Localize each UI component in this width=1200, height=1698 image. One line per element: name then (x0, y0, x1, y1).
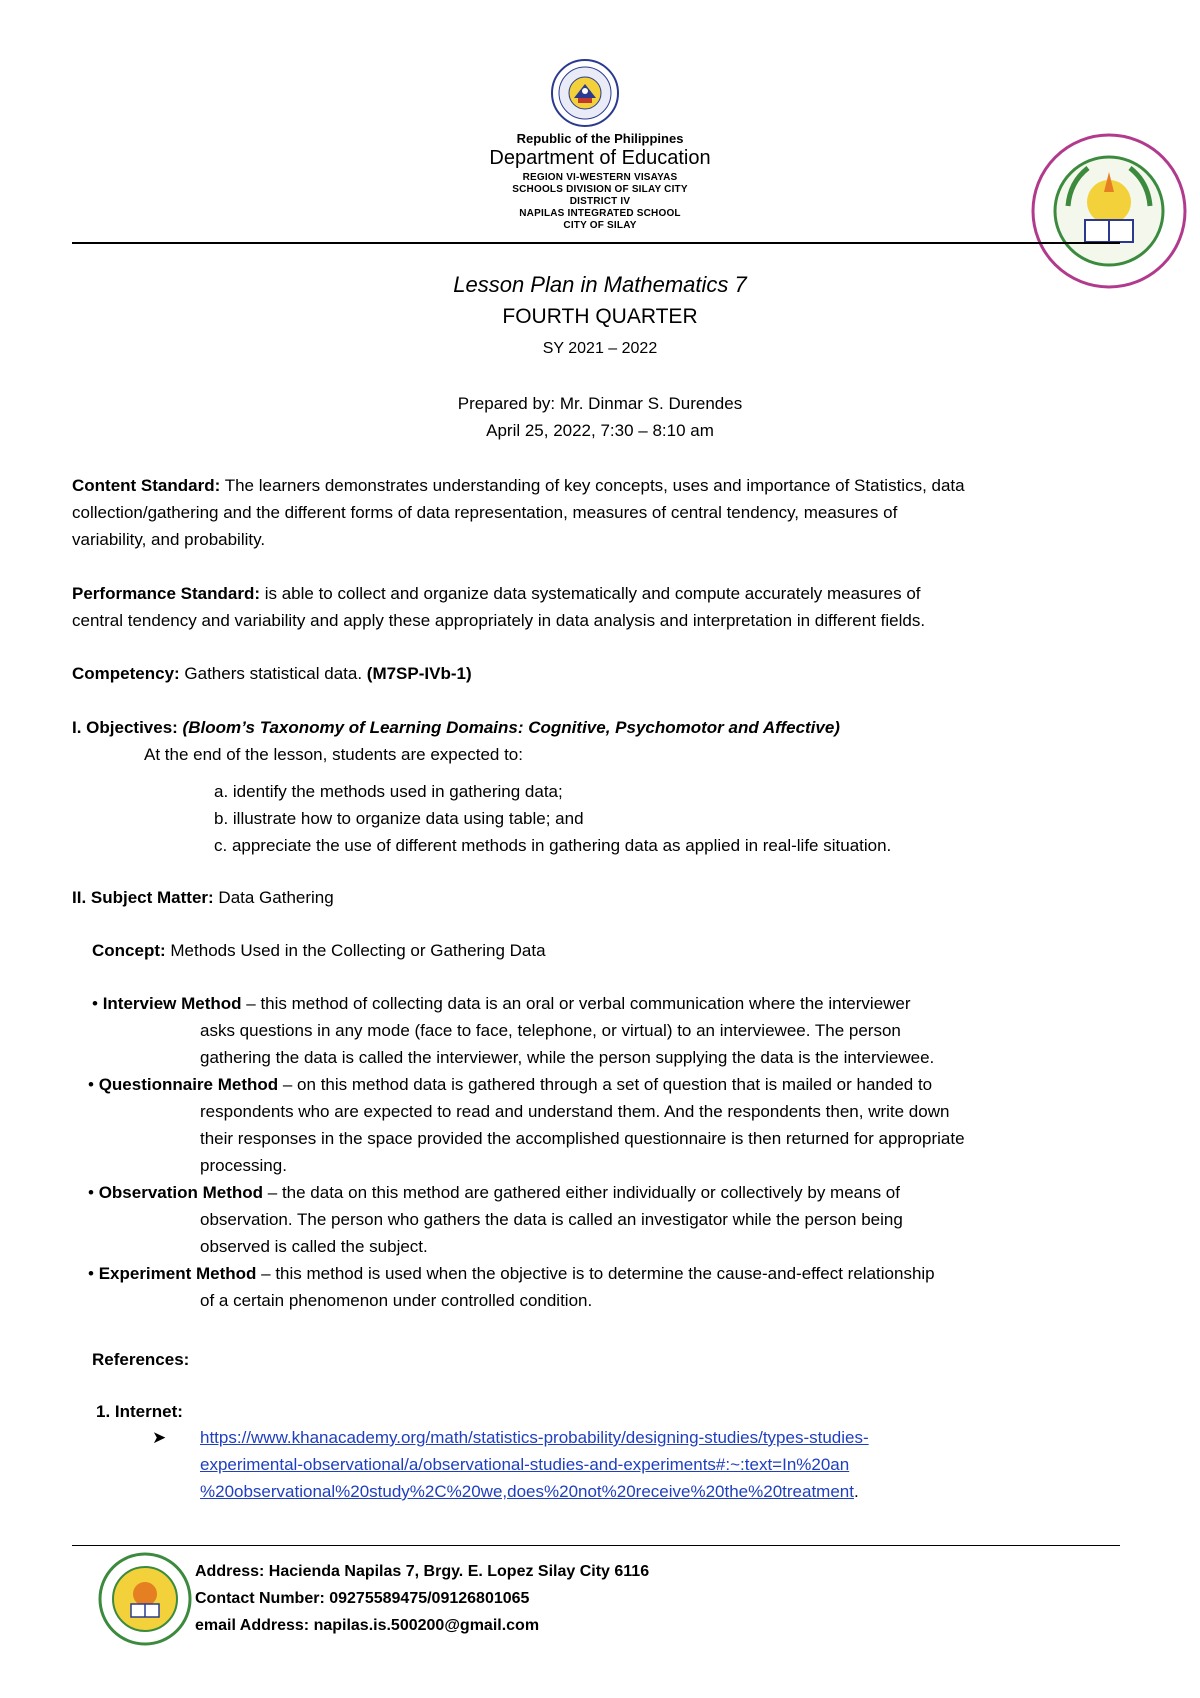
department-text: Department of Education (489, 147, 711, 169)
reference-link[interactable]: experimental-observational/a/observational-studies-and-experiments#:~:text=In%20an (200, 1455, 850, 1474)
method-name: Observation Method (98, 1183, 264, 1202)
footer-contact (195, 1558, 649, 1639)
header-rule (72, 242, 1120, 244)
method-line: asks questions in any mode (face to face, telephone, or virtual) to an interviewee. The person (200, 1021, 901, 1040)
content-standard-line: The learners demonstrates understanding of key concepts, uses and importance of Statistics, data (220, 476, 965, 495)
objectives-taxonomy: (Bloom’s Taxonomy of Learning Domains: Cognitive, Psychomotor and Affective) (177, 718, 840, 737)
objectives-label: I. Objectives: (72, 718, 178, 737)
method-line: gathering the data is called the interviewer, while the person supplying the data is the interviewee. (200, 1048, 935, 1067)
footer-phone: Contact Number: 09275589475/09126801065 (195, 1590, 530, 1607)
deped-seal (550, 58, 620, 128)
lesson-title: Lesson Plan in Mathematics 7 (453, 272, 747, 297)
content-standard-line: variability, and probability. (72, 530, 266, 549)
competency-label: Competency: (72, 664, 180, 683)
objectives (72, 714, 1132, 768)
content-standard (72, 472, 1132, 553)
republic-text: Republic of the Philippines (516, 131, 684, 146)
performance-standard-line: central tendency and variability and apply these appropriately in data analysis and interpretation in different fields. (72, 611, 926, 630)
references-item-label: 1. Internet: (96, 1402, 183, 1421)
division-text: SCHOOLS DIVISION OF SILAY CITY (512, 184, 688, 195)
list-item (92, 990, 1152, 1071)
concept (92, 937, 1132, 964)
performance-standard-line: is able to collect and organize data systematically and compute accurately measures of (260, 584, 921, 603)
method-name: Experiment Method (98, 1264, 257, 1283)
objectives-intro: At the end of the lesson, students are expected to: (144, 745, 523, 764)
concept-text: Methods Used in the Collecting or Gathering Data (165, 941, 546, 960)
competency-text: Gathers statistical data. (179, 664, 367, 683)
references-item (96, 1398, 1156, 1425)
list-item: c. appreciate the use of different methods in gathering data as applied in real-life situation. (214, 836, 892, 855)
school-year: SY 2021 – 2022 (542, 340, 658, 357)
list-item (88, 1071, 1152, 1179)
method-name: Questionnaire Method (98, 1075, 279, 1094)
method-line: – the data on this method are gathered either individually or collectively by means of (263, 1183, 900, 1202)
quarter-title: FOURTH QUARTER (502, 305, 698, 328)
list-item: b. illustrate how to organize data using table; and (214, 809, 584, 828)
objectives-list (214, 778, 1174, 859)
list-item (88, 1179, 1152, 1260)
method-line: observation. The person who gathers the data is called an investigator while the person being (200, 1210, 903, 1229)
subject-matter (72, 884, 1132, 911)
list-item (88, 1260, 1152, 1314)
competency-code: (M7SP-IVb-1) (366, 664, 472, 683)
city-text: CITY OF SILAY (563, 220, 637, 231)
method-line: respondents who are expected to read and understand them. And the respondents then, write down (200, 1102, 950, 1121)
bullet-icon: • (88, 1075, 99, 1094)
footer-email: email Address: napilas.is.500200@gmail.com (195, 1617, 540, 1634)
bullet-icon: • (88, 1183, 99, 1202)
method-line: – on this method data is gathered through a set of question that is mailed or handed to (278, 1075, 933, 1094)
method-line: – this method of collecting data is an oral or verbal communication where the interviewer (241, 994, 911, 1013)
subject-matter-text: Data Gathering (213, 888, 334, 907)
school-seal (1030, 132, 1188, 290)
competency (72, 660, 1132, 687)
method-line: processing. (200, 1156, 287, 1175)
method-line: – this method is used when the objective is to determine the cause-and-effect relationship (256, 1264, 935, 1283)
performance-standard (72, 580, 1132, 634)
lesson-date: April 25, 2022, 7:30 – 8:10 am (486, 421, 714, 440)
list-item: a. identify the methods used in gathering data; (214, 782, 563, 801)
reference-link[interactable]: %20observational%20study%2C%20we,does%20not%20receive%20the%20treatment (200, 1482, 854, 1501)
methods-list (88, 990, 1152, 1314)
district-text: DISTRICT IV (569, 196, 631, 207)
footer-rule (72, 1545, 1120, 1546)
school-text: NAPILAS INTEGRATED SCHOOL (519, 208, 681, 219)
prepared-by: Prepared by: Mr. Dinmar S. Durendes (457, 394, 743, 413)
performance-standard-label: Performance Standard: (72, 584, 260, 603)
method-name: Interview Method (102, 994, 242, 1013)
bullet-icon: • (88, 1264, 99, 1283)
region-text: REGION VI-WESTERN VISAYAS (522, 172, 678, 183)
arrow-bullet-icon: ➤ (152, 1428, 167, 1447)
method-line: observed is called the subject. (200, 1237, 428, 1256)
references (92, 1346, 1152, 1373)
method-line: of a certain phenomenon under controlled condition. (200, 1291, 593, 1310)
reference-period: . (853, 1482, 859, 1501)
method-line: their responses in the space provided the accomplished questionnaire is then returned for appropriate (200, 1129, 965, 1148)
bullet-icon: • (92, 994, 103, 1013)
footer-school-seal (98, 1552, 192, 1646)
footer-address: Address: Hacienda Napilas 7, Brgy. E. Lopez Silay City 6116 (195, 1563, 650, 1580)
concept-label: Concept: (92, 941, 166, 960)
content-standard-label: Content Standard: (72, 476, 221, 495)
reference-link[interactable]: https://www.khanacademy.org/math/statistics-probability/designing-studies/types-studies- (200, 1428, 869, 1447)
references-label: References: (92, 1350, 190, 1369)
reference-link-block (152, 1424, 1168, 1505)
content-standard-line: collection/gathering and the different forms of data representation, measures of central tendency, measures of (72, 503, 898, 522)
subject-matter-label: II. Subject Matter: (72, 888, 214, 907)
